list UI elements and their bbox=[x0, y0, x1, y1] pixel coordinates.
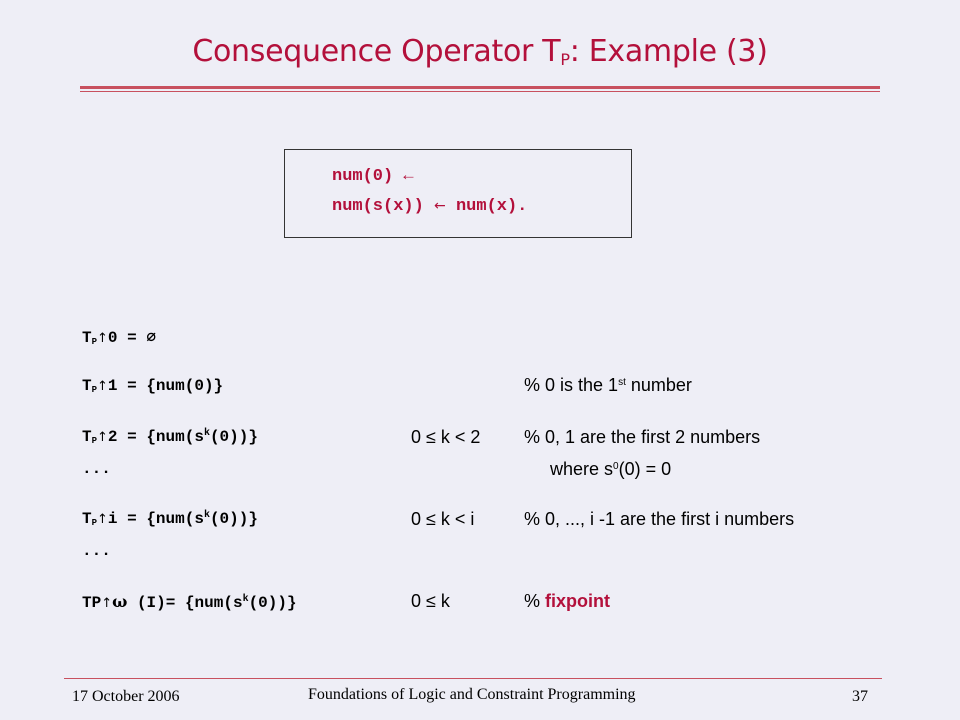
footer-course: Foundations of Logic and Constraint Programming bbox=[308, 686, 636, 703]
implication-arrow: ← bbox=[434, 198, 446, 214]
comment-row-i: % 0, ..., i -1 are the first i numbers bbox=[524, 509, 795, 529]
tp-expression: 2 = {num(s bbox=[107, 428, 204, 446]
comment-superscript: st bbox=[618, 377, 626, 388]
where-superscript: 0 bbox=[613, 461, 619, 472]
tp-row-2 bbox=[82, 428, 258, 446]
tp-subscript: P bbox=[91, 518, 98, 528]
condition-row-i: 0 ≤ k < i bbox=[411, 509, 475, 529]
clause-body: num(x). bbox=[455, 197, 528, 216]
up-arrow-icon: ↑ bbox=[97, 331, 108, 346]
tp-expression: (I)= {num(s bbox=[127, 594, 243, 612]
tp-symbol: T bbox=[82, 428, 92, 446]
ellipsis-2: ... bbox=[82, 542, 111, 560]
fixpoint-label: fixpoint bbox=[545, 591, 611, 611]
footer-page-number: 37 bbox=[852, 688, 868, 705]
tp-row-0 bbox=[82, 327, 156, 347]
tp-expression: 0 = ∅ bbox=[107, 329, 156, 347]
where-note bbox=[550, 459, 671, 480]
tp-subscript: P bbox=[91, 436, 98, 446]
up-arrow-icon: ↑ bbox=[97, 512, 108, 527]
tp-expression-end: (0))} bbox=[209, 510, 258, 528]
comment-text: % 0 is the 1 bbox=[524, 375, 619, 395]
title-underline-thick bbox=[80, 86, 880, 89]
footer-date: 17 October 2006 bbox=[72, 688, 180, 705]
tp-row-i bbox=[82, 510, 258, 528]
program-box bbox=[284, 149, 632, 238]
tp-expression-end: (0))} bbox=[209, 428, 258, 446]
tp-symbol: T bbox=[82, 329, 92, 347]
up-arrow-icon: ↑ bbox=[97, 430, 108, 445]
exponent: k bbox=[203, 510, 210, 521]
tp-row-1 bbox=[82, 377, 223, 395]
comment-row-omega bbox=[524, 591, 610, 612]
slide-title bbox=[0, 34, 960, 69]
tp-expression: i = {num(s bbox=[107, 510, 204, 528]
where-text-end: (0) = 0 bbox=[618, 459, 672, 479]
title-suffix: : Example (3) bbox=[569, 34, 768, 69]
clause-head: num(s(x)) bbox=[332, 197, 424, 216]
up-arrow-icon: ↑ bbox=[101, 596, 113, 611]
tp-row-omega bbox=[82, 592, 297, 612]
program-clause-2 bbox=[332, 197, 527, 216]
program-clause-1: num(0) ← bbox=[332, 167, 414, 186]
omega-symbol: ω bbox=[112, 592, 128, 611]
comment-row-1 bbox=[524, 375, 692, 396]
where-text: where s bbox=[550, 459, 614, 479]
exponent: k bbox=[203, 428, 210, 439]
tp-symbol: T bbox=[82, 510, 92, 528]
tp-expression: 1 = {num(0)} bbox=[107, 377, 224, 395]
condition-row-2: 0 ≤ k < 2 bbox=[411, 427, 481, 447]
title-text: Consequence Operator T bbox=[192, 34, 561, 69]
ellipsis-1: ... bbox=[82, 460, 111, 478]
exponent: k bbox=[242, 594, 249, 605]
footer-rule bbox=[64, 678, 882, 679]
condition-row-omega: 0 ≤ k bbox=[411, 591, 450, 611]
comment-text-end: number bbox=[625, 375, 692, 395]
tp-symbol: T bbox=[82, 377, 92, 395]
comment-percent: % bbox=[524, 591, 546, 611]
tp-subscript: P bbox=[91, 385, 98, 395]
title-underline-thin bbox=[80, 91, 880, 92]
tp-subscript: P bbox=[91, 337, 98, 347]
title-subscript: P bbox=[560, 50, 570, 69]
up-arrow-icon: ↑ bbox=[97, 379, 108, 394]
comment-row-2: % 0, 1 are the first 2 numbers bbox=[524, 427, 761, 447]
tp-symbol: TP bbox=[82, 594, 102, 612]
tp-expression-end: (0))} bbox=[248, 594, 297, 612]
